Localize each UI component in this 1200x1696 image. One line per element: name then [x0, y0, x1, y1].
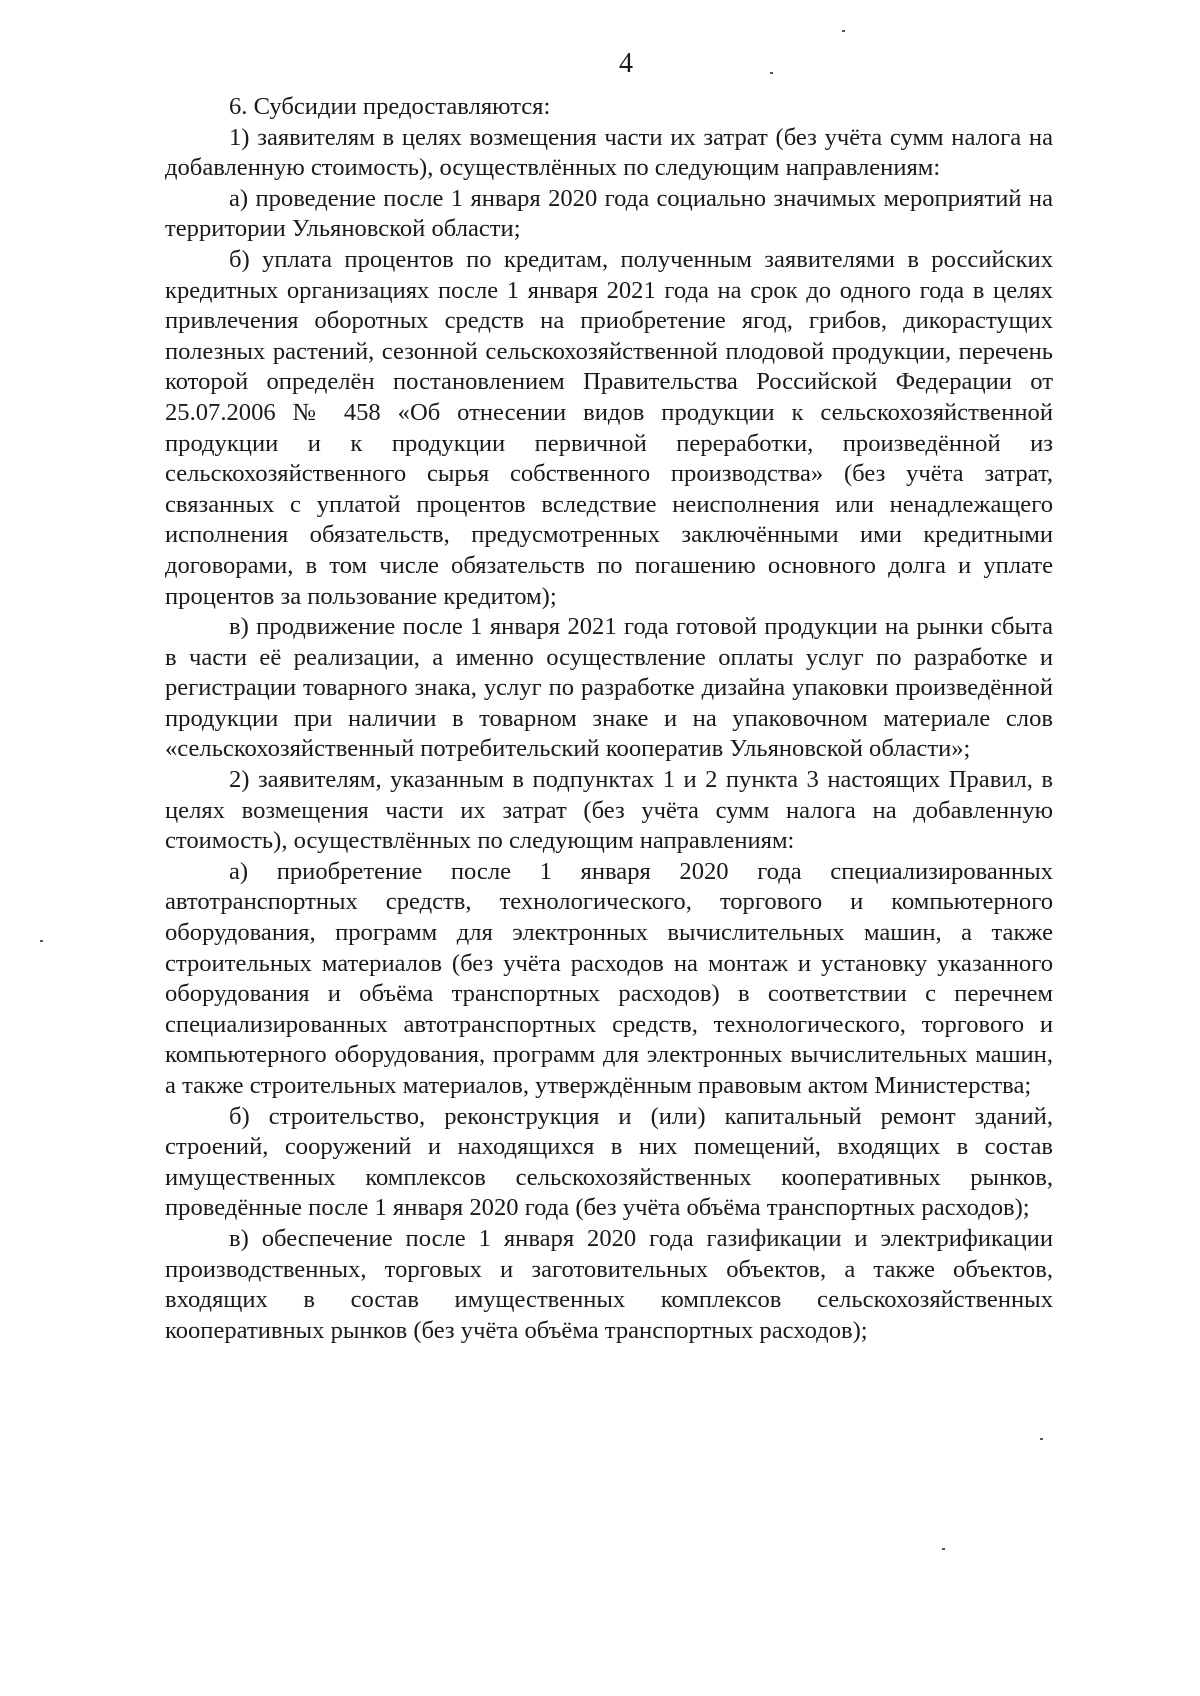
scan-speck: [40, 940, 43, 942]
paragraph-2a: а) приобретение после 1 января 2020 года специализированных автотранспортных средств, технологического, торгового и компьютерного оборудования, программ для электронных вычислительных машин, а также строительных материалов (без учёта расходов на монтаж и установку указанного оборудования и объёма транспортных расходов) в соответствии с перечнем специализированных автотранспортных средств, технологического, торгового и компьютерного оборудования, программ для электронных вычислительных машин, а также строительных материалов, утверждённым правовым актом Министерства;: [165, 857, 1053, 1099]
paragraph-2v: в) обеспечение после 1 января 2020 года газификации и электрификации производственных, торговых и заготовительных объектов, а также объектов, входящих в состав имущественных комплексов сельскохозяйственных кооперативных рынков (без учёта объёма транспортных расходов);: [165, 1224, 1053, 1344]
paragraph-1v: в) продвижение после 1 января 2021 года готовой продукции на рынки сбыта в части её реализации, а именно осуществление оплаты услуг по разработке и регистрации товарного знака, услуг по разработке дизайна упаковки произведённой продукции при наличии в товарном знаке и на упаковочном материале слов «сельскохозяйственный потребительский кооператив Ульяновской области»;: [165, 613, 1053, 763]
scan-speck: [942, 1548, 945, 1550]
page-number: 4: [619, 48, 633, 79]
scan-speck: [770, 72, 773, 74]
paragraph-1a: а) проведение после 1 января 2020 года социально значимых мероприятий на территории Ульяновской области;: [165, 184, 1053, 243]
paragraph-subsection-2: 2) заявителям, указанным в подпунктах 1 и 2 пункта 3 настоящих Правил, в целях возмещения части их затрат (без учёта сумм налога на добавленную стоимость), осуществлённых по следующим направлениям:: [165, 766, 1053, 855]
paragraph-subsection-1: 1) заявителям в целях возмещения части их затрат (без учёта сумм налога на добавленную стоимость), осуществлённых по следующим направлениям:: [165, 123, 1053, 182]
scan-speck: [842, 30, 845, 32]
paragraph-section-6: 6. Субсидии предоставляются:: [229, 93, 551, 120]
scan-speck: [1040, 1438, 1043, 1440]
paragraph-1b: б) уплата процентов по кредитам, полученным заявителями в российских кредитных организациях после 1 января 2021 года на срок до одного года в целях привлечения оборотных средств на приобретение ягод, грибов, дикорастущих полезных растений, сезонной сельскохозяйственной плодовой продукции, перечень которой определён постановлением Правительства Российской Федерации от 25.07.2006 № 458 «Об отнесении видов продукции к сельскохозяйственной продукции и к продукции первичной переработки, произведённой из сельскохозяйственного сырья собственного производства» (без учёта затрат, связанных с уплатой процентов вследствие неисполнения или ненадлежащего исполнения обязательств, предусмотренных заключёнными ими кредитными договорами, в том числе обязательств по погашению основного долга и уплате процентов за пользование кредитом);: [165, 245, 1053, 610]
paragraph-2b: б) строительство, реконструкция и (или) капитальный ремонт зданий, строений, сооружений и находящихся в них помещений, входящих в состав имущественных комплексов сельскохозяйственных кооперативных рынков, проведённые после 1 января 2020 года (без учёта объёма транспортных расходов);: [165, 1102, 1053, 1222]
document-body: [165, 92, 1053, 1346]
